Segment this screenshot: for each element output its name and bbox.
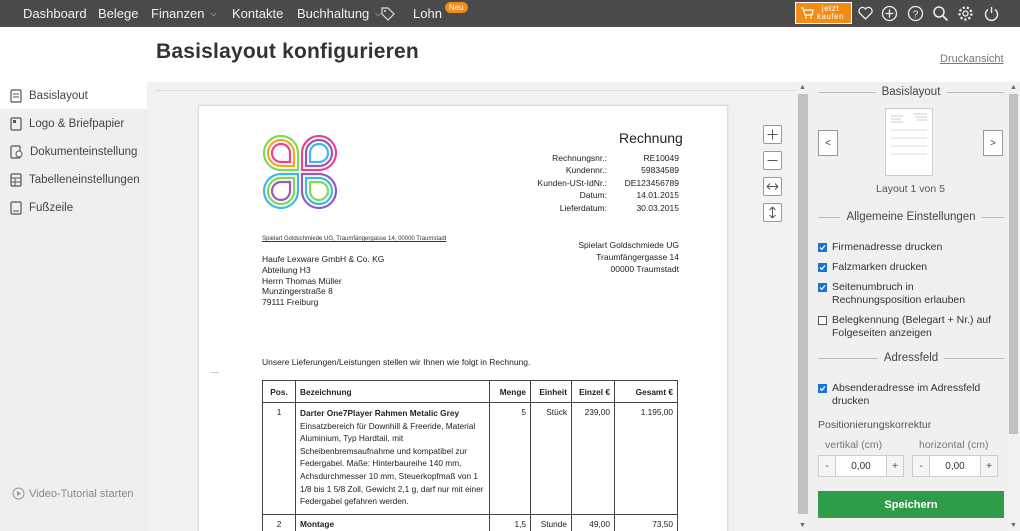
power-icon[interactable] <box>983 5 1000 22</box>
address-line: 79111 Freiburg <box>262 297 319 308</box>
cell-total: 1.195,00 <box>615 403 678 515</box>
page-title: Basislayout konfigurieren <box>156 40 419 63</box>
arrows-vertical-icon <box>768 206 777 219</box>
cell-description <box>296 403 490 515</box>
cell-unit: Stück <box>531 403 572 515</box>
letterhead-icon <box>10 117 22 131</box>
nav-finanzen[interactable] <box>151 0 217 27</box>
preview-canvas <box>147 82 796 531</box>
horizontal-decrement-button[interactable]: - <box>913 456 929 476</box>
play-icon <box>12 487 25 500</box>
cell-unit: Stunde <box>531 515 572 531</box>
checkbox-label: Belegkennung (Belegart + Nr.) auf Folgeseiten anzeigen <box>832 314 992 339</box>
cell-price: 239,00 <box>572 403 615 515</box>
prev-layout-button[interactable]: < <box>818 130 838 156</box>
section-adressfeld <box>818 352 1004 364</box>
gear-icon[interactable] <box>957 5 974 22</box>
address-line: 00000 Traumstadt <box>610 264 679 274</box>
meta-label: Kundennr.: <box>565 165 607 175</box>
fit-width-button[interactable] <box>763 177 782 196</box>
chevron-down-icon: ⌵ <box>210 8 217 18</box>
sidebar <box>0 82 147 531</box>
vertical-input[interactable]: 0,00 <box>835 456 887 476</box>
meta-value: 30.03.2015 <box>636 203 679 213</box>
col-header: Einheit <box>531 381 572 403</box>
save-button[interactable]: Speichern <box>818 491 1004 518</box>
invoice-preview <box>198 105 728 531</box>
scroll-down-icon[interactable]: ▼ <box>1010 522 1017 529</box>
table-row <box>263 403 678 515</box>
sidebar-item-label: Logo & Briefpapier <box>29 117 125 130</box>
company-logo <box>261 133 339 211</box>
preview-scrollbar[interactable] <box>796 82 810 531</box>
checkbox-unchecked[interactable] <box>818 316 827 325</box>
check-icon <box>819 264 826 271</box>
item-description: Einsatzbereich für Downhill & Freeride, Material Aluminium, Typ Hardtail, mit Scheibenbremsaufnahme und kompatibel zur Federgabel. Maße: Hinterbaureihe 140 mm, Achsdurchmesser 10 mm, Steuerkopfmaß von 1 1/8 bis 1 5/8 Zoll, Gewicht 2,1 g, darf nur mit einer Federgabel gefahren werden. <box>300 420 484 507</box>
address-line: Haufe Lexware GmbH & Co. KG <box>262 254 385 264</box>
position-correction-label: Positionierungskorrektur <box>818 419 932 431</box>
sidebar-item-label: Basislayout <box>29 89 88 102</box>
col-header: Menge <box>490 381 531 403</box>
meta-label: Lieferdatum: <box>559 203 607 213</box>
nav-label: Belege <box>98 6 139 21</box>
nav-belege[interactable] <box>98 0 138 27</box>
page-header <box>0 27 1020 82</box>
new-badge: Neu <box>445 2 468 13</box>
section-title: Basislayout <box>881 86 941 98</box>
address-line: Herrn Thomas Müller <box>262 275 342 286</box>
document-icon <box>10 89 22 103</box>
panel-scrollbar[interactable] <box>1007 82 1020 531</box>
chevron-down-icon: ⌵ <box>375 8 382 18</box>
checkbox-firmenadresse[interactable] <box>818 241 1004 254</box>
svg-text:?: ? <box>912 9 919 21</box>
item-name: Darter One7Player Rahmen Metalic Grey <box>300 408 460 418</box>
item-name: Montage <box>296 515 490 531</box>
fit-height-button[interactable] <box>763 203 782 222</box>
invoice-items-table <box>262 380 678 531</box>
vertical-label: vertikal (cm) <box>825 439 883 451</box>
video-tutorial-link[interactable] <box>12 487 134 500</box>
vertical-stepper[interactable] <box>818 455 904 477</box>
footer-icon <box>10 201 22 215</box>
recipient-address <box>262 254 384 308</box>
meta-label: Datum: <box>579 190 607 200</box>
vertical-decrement-button[interactable]: - <box>819 456 835 476</box>
nav-label: Buchhaltung <box>297 6 370 21</box>
sidebar-item-label: Fußzeile <box>29 201 74 214</box>
meta-value: RE10049 <box>643 153 679 163</box>
address-line: Abteilung H3 <box>262 264 311 275</box>
sender-line: Spielart Goldschmiede UG, Traumfängergasse 14, 00000 Traumstadt <box>262 236 447 242</box>
heart-icon[interactable] <box>857 5 874 22</box>
table-icon <box>10 173 22 187</box>
print-preview-link[interactable]: Druckansicht <box>940 53 1004 65</box>
horizontal-input[interactable]: 0,00 <box>929 456 981 476</box>
checkbox-label: Firmenadresse drucken <box>832 241 943 253</box>
cell-qty: 1,5 <box>490 515 531 531</box>
checkbox-label: Falzmarken drucken <box>832 261 928 273</box>
nav-kontakte[interactable] <box>232 0 283 27</box>
scroll-up-icon[interactable]: ▲ <box>799 84 806 91</box>
col-header: Gesamt € <box>615 381 678 403</box>
fold-mark <box>211 372 219 373</box>
sidebar-item-basislayout[interactable] <box>0 82 147 109</box>
cell-pos: 1 <box>263 403 296 515</box>
sidebar-item-tabelleneinstellungen[interactable] <box>0 166 147 193</box>
scroll-up-icon[interactable]: ▲ <box>1010 84 1017 91</box>
checkbox-checked[interactable] <box>818 243 827 252</box>
nav-label: Lohn <box>413 6 442 21</box>
arrows-horizontal-icon <box>766 182 779 191</box>
sidebar-item-dokumenteinstellung[interactable] <box>0 138 147 165</box>
vertical-increment-button[interactable]: + <box>887 456 903 476</box>
table-row <box>263 515 678 531</box>
invoice-intro: Unsere Lieferungen/Leistungen stellen wir Ihnen wie folgt in Rechnung. <box>262 357 531 367</box>
nav-label: Kontakte <box>232 6 284 21</box>
address-line: Spielart Goldschmiede UG <box>578 240 679 250</box>
section-general-settings <box>818 211 1004 223</box>
nav-buchhaltung[interactable] <box>297 0 381 27</box>
checkbox-seitenumbruch[interactable] <box>818 281 1004 307</box>
meta-value: DE123456789 <box>624 178 679 188</box>
cell-total: 73,50 <box>615 515 678 531</box>
checkbox-absenderadresse[interactable] <box>818 382 1004 408</box>
cart-icon <box>800 7 814 19</box>
horizontal-stepper[interactable] <box>912 455 998 477</box>
col-header: Pos. <box>263 381 296 403</box>
section-basislayout <box>818 86 1004 98</box>
check-icon <box>819 244 826 251</box>
checkbox-label: Seitenumbruch in Rechnungsposition erlauben <box>832 281 966 306</box>
nav-label: Dashboard <box>23 6 87 21</box>
horizontal-label: horizontal (cm) <box>919 439 989 451</box>
meta-value: 14.01.2015 <box>636 190 679 200</box>
layout-counter: Layout 1 von 5 <box>876 183 945 195</box>
tag-icon[interactable] <box>381 0 395 27</box>
checkbox-checked[interactable] <box>818 384 827 393</box>
layout-thumbnail[interactable] <box>885 108 933 176</box>
meta-label: Rechnungsnr.: <box>552 153 607 163</box>
company-address <box>569 239 679 275</box>
top-navigation <box>0 0 1020 27</box>
divider <box>155 90 796 91</box>
zoom-out-button[interactable] <box>763 151 782 170</box>
meta-value: 59834589 <box>641 165 679 175</box>
nav-label: Finanzen <box>151 6 205 21</box>
nav-lohn[interactable] <box>413 0 468 27</box>
address-line: Munzingerstraße 8 <box>262 286 333 297</box>
plus-circle-icon[interactable] <box>881 5 898 22</box>
help-icon[interactable] <box>907 5 924 22</box>
nav-dashboard[interactable] <box>23 0 87 27</box>
scrollbar-thumb[interactable] <box>798 94 808 514</box>
col-header: Bezeichnung <box>296 381 490 403</box>
cell-price: 49,00 <box>572 515 615 531</box>
check-icon <box>819 385 826 392</box>
scrollbar-thumb[interactable] <box>1009 94 1018 434</box>
table-header-row <box>263 381 678 403</box>
sidebar-item-logo-briefpapier[interactable] <box>0 110 147 137</box>
horizontal-increment-button[interactable]: + <box>981 456 997 476</box>
buy-label <box>817 5 844 21</box>
zoom-in-button[interactable] <box>763 125 782 144</box>
checkbox-falzmarken[interactable] <box>818 261 1004 274</box>
settings-panel <box>810 82 1007 531</box>
cell-pos: 2 <box>263 515 296 531</box>
sidebar-item-fusszeile[interactable] <box>0 194 147 221</box>
checkbox-label: Absenderadresse im Adressfeld drucken <box>832 382 981 407</box>
sidebar-item-label: Dokumenteinstellung <box>30 145 138 158</box>
address-line: Traumfängergasse 14 <box>596 252 679 262</box>
buy-now-button[interactable] <box>795 2 852 24</box>
section-title: Allgemeine Einstellungen <box>846 211 976 223</box>
document-settings-icon <box>10 145 23 159</box>
invoice-title: Rechnung <box>619 130 683 146</box>
minus-icon <box>767 155 778 166</box>
video-tutorial-label: Video-Tutorial starten <box>29 487 134 500</box>
scroll-down-icon[interactable]: ▼ <box>799 522 806 529</box>
buy-line1: jetzt <box>821 4 840 13</box>
next-layout-button[interactable]: > <box>983 130 1003 156</box>
checkbox-checked[interactable] <box>818 263 827 272</box>
col-header: Einzel € <box>572 381 615 403</box>
section-title: Adressfeld <box>883 352 939 364</box>
search-icon[interactable] <box>932 5 949 22</box>
plus-icon <box>767 129 778 140</box>
buy-line2: kaufen <box>817 12 845 21</box>
meta-label: Kunden-USt-IdNr.: <box>537 178 607 188</box>
check-icon <box>819 284 826 291</box>
checkbox-belegkennung[interactable] <box>818 314 1004 340</box>
sidebar-item-label: Tabelleneinstellungen <box>29 173 140 186</box>
checkbox-checked[interactable] <box>818 283 827 292</box>
cell-qty: 5 <box>490 403 531 515</box>
